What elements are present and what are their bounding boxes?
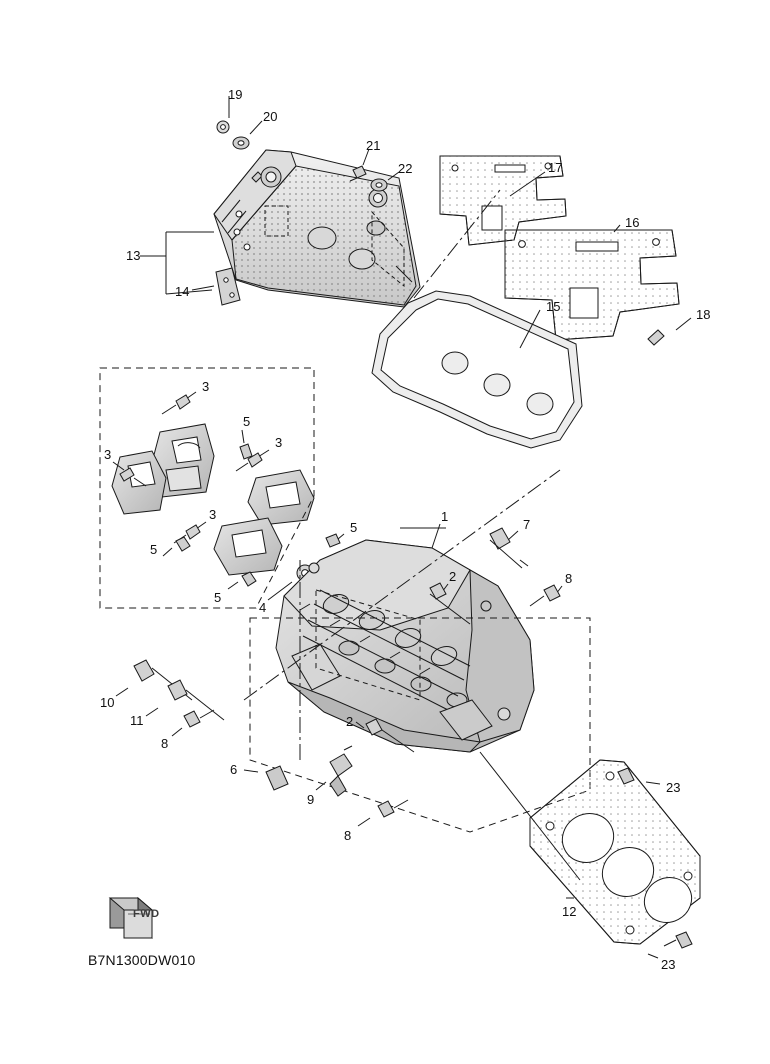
callout-5-c: 5 xyxy=(150,542,158,557)
callout-3-a: 3 xyxy=(202,379,210,394)
cylinder-head-body xyxy=(276,540,534,752)
callout-6: 6 xyxy=(230,762,238,777)
camshaft-caps xyxy=(112,424,314,575)
callout-15: 15 xyxy=(546,299,561,314)
callout-2-b: 2 xyxy=(346,714,354,729)
callout-12: 12 xyxy=(562,904,577,919)
callout-13: 13 xyxy=(126,248,141,263)
callout-14: 14 xyxy=(175,284,190,299)
callout-20: 20 xyxy=(263,109,278,124)
callout-16: 16 xyxy=(625,215,640,230)
fwd-direction-label: FWD xyxy=(133,908,160,920)
diagram-part-code: B7N1300DW010 xyxy=(88,952,196,968)
callout-21: 21 xyxy=(366,138,381,153)
callout-7: 7 xyxy=(523,517,531,532)
callout-8-c: 8 xyxy=(344,828,352,843)
bolt-11 xyxy=(146,680,224,720)
gasket-15 xyxy=(372,291,582,448)
bolt-7 xyxy=(490,528,528,568)
callout-23-a: 23 xyxy=(666,780,681,795)
callout-8-a: 8 xyxy=(565,571,573,586)
washer-20 xyxy=(233,121,262,149)
callout-5-b: 5 xyxy=(350,520,358,535)
callout-10: 10 xyxy=(100,695,115,710)
callout-19: 19 xyxy=(228,87,243,102)
callout-5-d: 5 xyxy=(214,590,222,605)
callout-5-a: 5 xyxy=(243,414,251,429)
callout-1: 1 xyxy=(441,509,449,524)
callout-18: 18 xyxy=(696,307,711,322)
dowel-18 xyxy=(648,318,691,345)
callout-9: 9 xyxy=(307,792,315,807)
callout-3-d: 3 xyxy=(209,507,217,522)
callout-3-b: 3 xyxy=(275,435,283,450)
callout-8-b: 8 xyxy=(161,736,169,751)
callout-11: 11 xyxy=(130,713,144,728)
dowel-6 xyxy=(244,766,288,790)
callout-23-b: 23 xyxy=(661,957,676,972)
callout-22: 22 xyxy=(398,161,413,176)
callout-2-a: 2 xyxy=(449,569,457,584)
callout-17: 17 xyxy=(548,160,563,175)
callout-4: 4 xyxy=(259,600,267,615)
part-9 xyxy=(316,746,352,796)
dowel-23-bottom xyxy=(648,932,692,958)
callout-3-c: 3 xyxy=(104,447,112,462)
cylinder-head-cover xyxy=(214,150,420,307)
